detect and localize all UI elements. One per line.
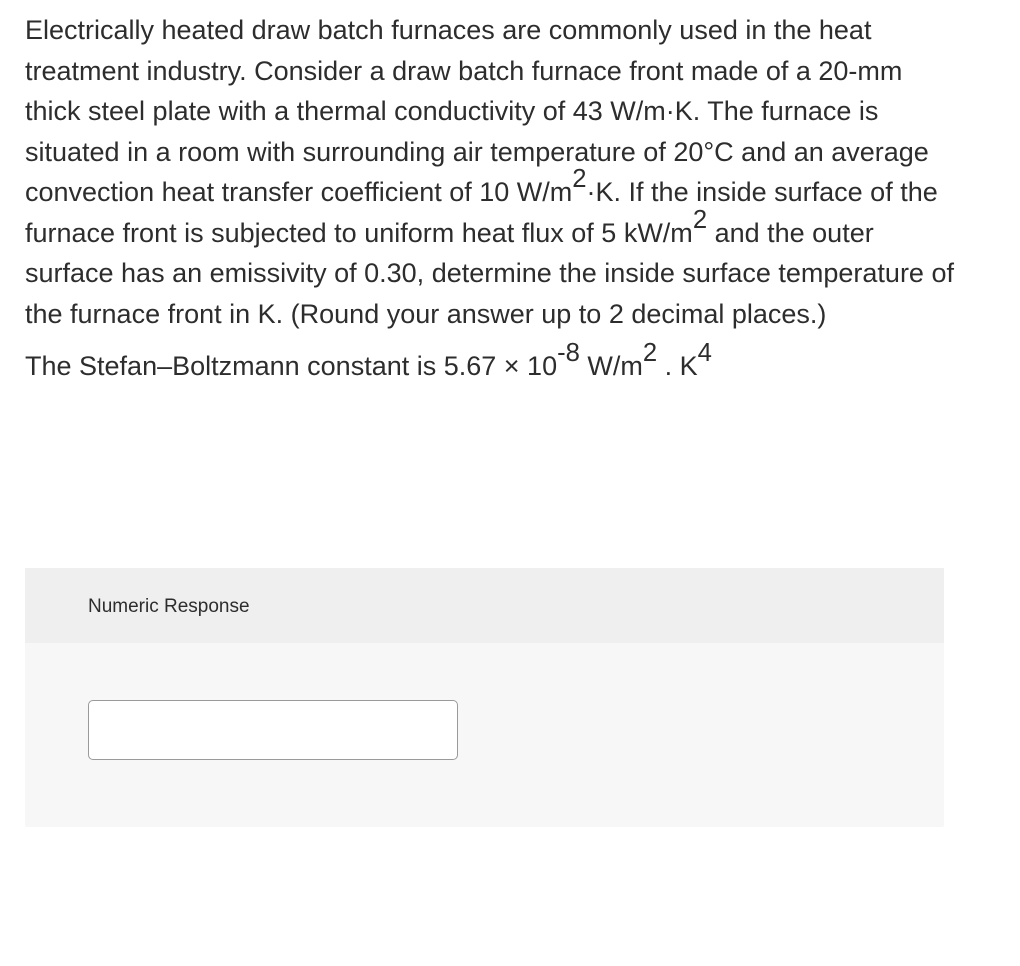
superscript: 4 xyxy=(697,338,712,367)
superscript: 2 xyxy=(572,164,587,193)
question-text-part: and the outer surface has an emissivity of 0.30, determine the inside surface temperature of the furnace front in K. (Round your answer up to 2 decimal places.) xyxy=(25,217,954,329)
answer-input[interactable] xyxy=(88,700,458,760)
response-header xyxy=(25,568,944,643)
question-text-part: Electrically heated draw batch furnaces are commonly used in the heat treatment industry. Consider a draw batch furnace front made of a 20-mm thick steel plate with a thermal conductivity of 43 W/m·K. The furnace is situated in a room with surrounding air temperature of 20°C and an average convection heat transfer coefficient of 10 W/m xyxy=(25,15,929,207)
note-text-part: . K xyxy=(657,351,698,381)
superscript: -8 xyxy=(557,338,580,367)
superscript: 2 xyxy=(642,338,658,367)
response-label: Numeric Response xyxy=(88,596,250,617)
note-text-part: The Stefan–Boltzmann constant is 5.67 × 10 xyxy=(25,351,558,381)
question-text-part: ·K. If the inside surface of the furnace front is subjected to uniform heat flux of 5 kW/m xyxy=(25,177,938,248)
note-text-part: W/m xyxy=(579,351,643,381)
stefan-boltzmann-note xyxy=(25,338,965,387)
superscript: 2 xyxy=(692,205,708,234)
question-text xyxy=(25,10,965,387)
numeric-response-panel xyxy=(25,568,944,827)
question-paragraph xyxy=(25,10,965,334)
